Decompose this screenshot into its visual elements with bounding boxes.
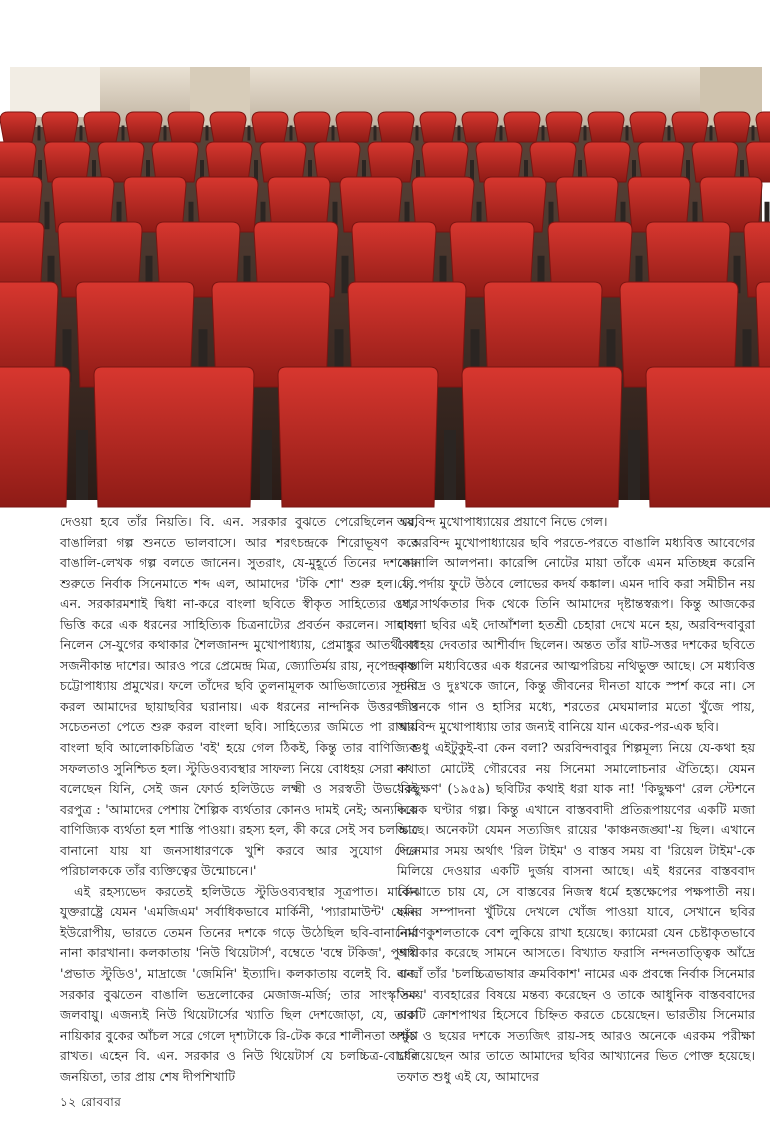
article-paragraph: অরবিন্দ মুখোপাধ্যায়ের প্রয়াণে নিভে গেল। bbox=[397, 514, 608, 529]
seat-back bbox=[278, 367, 438, 507]
seat-armrest bbox=[374, 126, 377, 141]
seat-back bbox=[336, 112, 372, 142]
seat-armrest bbox=[416, 126, 419, 141]
page-number: ১২ bbox=[60, 1095, 77, 1109]
seat-back bbox=[0, 142, 36, 182]
seat-back bbox=[462, 367, 622, 507]
seat-back bbox=[638, 142, 684, 182]
seat-back bbox=[44, 142, 90, 182]
seat-back bbox=[98, 142, 144, 182]
seat-armrest bbox=[206, 126, 209, 141]
seat-back bbox=[126, 112, 162, 142]
seat-armrest bbox=[254, 160, 258, 180]
seat-armrest bbox=[500, 126, 503, 141]
seat-armrest bbox=[332, 126, 335, 141]
seat-armrest bbox=[38, 160, 42, 180]
seat-back bbox=[646, 367, 770, 507]
seat-back bbox=[746, 142, 770, 182]
seat-back bbox=[692, 142, 738, 182]
seat-armrest bbox=[584, 126, 587, 141]
seat-back bbox=[672, 112, 708, 142]
seat-armrest bbox=[260, 430, 272, 500]
seat-back bbox=[42, 112, 78, 142]
article-paragraph: এই রহস্যভেদ করতেই হলিউডে স্টুডিওব্যবস্থার সূত্রপাত। মার্কিন যুক্তরাষ্ট্রে যেমন 'এমজিএম' সর্বাধিকভাবে মার্কিনী, 'প্যারামাউন্ট' যেমন ইউরোপীয়, ভারতে তেমন তিনের দশকে গড়ে উঠেছিল ছবি-বানানোর নানা কারখানা। কলকাতায় 'নিউ থিয়েটার্স', বম্বেতে 'বম্বে টকিজ', পুণায় 'প্রভাত স্টুডিও', মাদ্রাজে 'জেমিনি' ইত্যাদি। কলকাতায় বলেই বি. এন. সরকার বুঝতেন বাঙালি ভদ্রলোকের মেজাজ-মর্জি; তার সাংস্কৃতিক জলবায়ু। এজন্যই নিউ থিয়েটার্সের খ্যাতি ছিল দেশজোড়া, যে, তারা নায়িকার বুকের আঁচল সরে গেলে দৃশ্যটাকে রি-টেক করে শালীনতা অক্ষুণ্ণ রাখত। এহেন বি. এন. সরকার ও নিউ থিয়েটার্স যে চলচ্চিত্র-বোধের জনয়িতা, তার প্রায় শেষ দীপশিখাটি bbox=[60, 883, 418, 1084]
seat-back bbox=[368, 142, 414, 182]
seat-back bbox=[294, 112, 330, 142]
magazine-name: রোববার bbox=[80, 1095, 122, 1109]
seat-back bbox=[476, 142, 522, 182]
seat-armrest bbox=[626, 126, 629, 141]
seat-armrest bbox=[248, 126, 251, 141]
seat-armrest bbox=[290, 126, 293, 141]
seat-back bbox=[252, 112, 288, 142]
seat-back bbox=[0, 367, 70, 507]
page-footer bbox=[60, 1094, 121, 1114]
article-paragraph: অরবিন্দ মুখোপাধ্যায়ের ছবি পরতে-পরতে বাঙালি মধ্যবিত্ত আবেগের সোনালি আলপনা। কারেন্সি নোটের মায়া তাঁকে এমন মতিচ্ছন্ন করেনি যে, পর্দায় ফুটে উঠবে লোভের কদর্য কঙ্কাল। এমন দাবি করা সমীচীন নয় যে, সার্থকতার দিক থেকে তিনি আমাদের দৃষ্টান্তস্বরূপ। কিন্তু আজকের বাংলা ছবির এই দোআঁশলা হতশ্রী চেহারা দেখে মনে হয়, অরবিন্দবাবুরা বোধহয় দেবতার আশীর্বাদ ছিলেন। অন্তত তাঁর ষাট-সত্তর দশকের ছবিতে বাঙালি মধ্যবিত্তের এক ধরনের আত্মপরিচয় নথিভুক্ত আছে। সে মধ্যবিত্ত দারিদ্র ও দুঃখকে জানে, কিন্তু জীবনের দীনতা যাকে স্পর্শ করে না। সে জীবনকে গান ও হাসির মধ্যে, শরতের মেঘমালার মতো খুঁজে পায়, অরবিন্দ মুখোপাধ্যায় তার জন্যই বানিয়ে যান একের-পর-এক ছবি। bbox=[397, 534, 755, 735]
seat-armrest bbox=[686, 160, 690, 180]
article-column-left bbox=[60, 512, 418, 1084]
seat-armrest bbox=[752, 126, 755, 141]
seat-back bbox=[420, 112, 456, 142]
seat-back bbox=[588, 112, 624, 142]
seat-back bbox=[546, 112, 582, 142]
seat-armrest bbox=[38, 126, 41, 141]
seat-back bbox=[314, 142, 360, 182]
seat-back bbox=[378, 112, 414, 142]
seat-back bbox=[152, 142, 198, 182]
seat-back bbox=[168, 112, 204, 142]
seat-back bbox=[210, 112, 246, 142]
seat-back bbox=[422, 142, 468, 182]
seat-back bbox=[530, 142, 576, 182]
seat-armrest bbox=[710, 126, 713, 141]
seat-back bbox=[504, 112, 540, 142]
seat-armrest bbox=[668, 126, 671, 141]
article-column-right bbox=[397, 512, 755, 1084]
seat-back bbox=[84, 112, 120, 142]
seat-back bbox=[206, 142, 252, 182]
seat-armrest bbox=[164, 126, 167, 141]
seat-armrest bbox=[122, 126, 125, 141]
seat-back bbox=[0, 112, 36, 142]
seat-armrest bbox=[342, 256, 349, 294]
article-paragraph: দেওয়া হবে তাঁর নিয়তি। বি. এন. সরকার বুঝতে পেরেছিলেন যে, বাঙালিরা গল্প শুনতে ভালবাসে। আর শরৎচন্দ্রকে শিরোভূষণ করে বাঙালি-লেখক গল্প বলতে জানেন। সুতরাং, যে-মুহূর্তে তিনের দশকের শুরুতে নির্বাক সিনেমাতে শব্দ এল, আমাদের 'টকি শো' শুরু হল। বি. এন. সরকারমশাই দ্বিধা না-করে বাংলা ছবিতে স্বীকৃত সাহিত্যের ওপর ভিত্তি করে এক ধরনের সাহিত্যিক চিত্রনাট্যের প্রবর্তন করলেন। সাহায্য নিলেন সে-যুগের কথাকার শৈলজানন্দ মুখোপাধ্যায়, প্রেমাঙ্কুর আতর্থী বা সজনীকান্ত দাশের। আরও পরে প্রেমেন্দ্র মিত্র, জ্যোতির্ময় রায়, নৃপেন্দ্রকৃষ্ণ চট্টোপাধ্যায় প্রমুখের। ফলে তাঁদের ছবি তুলনামূলক আভিজাত্যের সূচনা করল আমাদের ছায়াছবির ঘরানায়। এক ধরনের নান্দনিক উত্তরণ ও সচেতনতা পেতে শুরু করল বাংলা ছবি। সাহিত্যের জমিতে পা রাখায় বাংলা ছবি আলোকচিত্রিত 'বই' হয়ে গেল ঠিকই, কিন্তু তার বাণিজ্যিক সফলতাও সুনিশ্চিত হল। স্টুডিওব্যবস্থার সাফল্য নিয়ে বোধহয় সেরা কথা বলেছেন যিনি, সেই জন ফোর্ড হলিউডে লক্ষ্মী ও সরস্বতী উভয়েরই বরপুত্র : 'আমাদের পেশায় শৈল্পিক ব্যর্থতার কোনও দামই নেই; অন্যদিকে বাণিজ্যিক ব্যর্থতা হল শাস্তি পাওয়া। রহস্য হল, কী করে সেই সব চলচ্চিত্র বানানো যায় যা জনসাধারণকে খুশি করবে আর সুযোগ দেবে পরিচালককে তাঁর ব্যক্তিত্বের উন্মোচনে।' bbox=[60, 514, 418, 879]
seat-back bbox=[462, 112, 498, 142]
cinema-seats-illustration bbox=[10, 67, 762, 500]
seat-armrest bbox=[470, 160, 474, 180]
seat-back bbox=[260, 142, 306, 182]
cinema-seats-photo bbox=[10, 67, 762, 500]
seat-back bbox=[584, 142, 630, 182]
seat-armrest bbox=[458, 126, 461, 141]
seat-armrest bbox=[628, 430, 640, 500]
seat-back bbox=[94, 367, 254, 507]
article-paragraph: শুধু এইটুকুই-বা কেন বলা? অরবিন্দবাবুর শিল্পমূল্য নিয়ে যে-কথা হয় না তা মোটেই গৌরবের নয় সিনেমা সমালোচনার ঐতিহ্যে। যেমন 'কিছুক্ষণ' (১৯৫৯) ছবিটির কথাই ধরা যাক না! 'কিছুক্ষণ' রেল স্টেশনে কয়েক ঘণ্টার গল্প। কিন্তু এখানে বাস্তববাদী প্রতিরূপায়ণের একটি মজা আছে। অনেকটা যেমন সত্যজিৎ রায়ের 'কাঞ্চনজঙ্ঘা'-য় ছিল। এখানে সিনেমার সময় অর্থাৎ 'রিল টাইম' ও বাস্তব সময় বা 'রিয়েল টাইম'-কে মিলিয়ে দেওয়ার একটি দুর্জয় বাসনা আছে। এই ধরনের বাস্তববাদ বোঝাতে চায় যে, সে বাস্তবের নিজস্ব ধর্মে হস্তক্ষেপের পক্ষপাতী নয়। ছবির সম্পাদনা খুঁটিয়ে দেখলে খোঁজ পাওয়া যাবে, সেখানে ছবির নির্মাণকুশলতাকে বেশ লুকিয়ে রাখা হয়েছে। ক্যামেরা যেন চেষ্টাকৃতভাবে অস্বীকার করেছে সামনে আসতে। বিখ্যাত ফরাসি নন্দনতাত্ত্বিক আঁদ্রে বাজাঁ তাঁর 'চলচ্চিত্রভাষার ক্রমবিকাশ' নামের এক প্রবন্ধে নির্বাক সিনেমার 'সময়' ব্যবহারের বিষয়ে মন্তব্য করেছেন ও তাকে আধুনিক বাস্তববাদের একটি ক্রোশপাথর হিসেবে চিহ্নিত করতে চেয়েছেন। ভারতীয় সিনেমার পাঁচ ও ছয়ের দশকে সত্যজিৎ রায়-সহ আরও অনেকে এরকম পরীক্ষা চালিয়েছেন আর তাতে আমাদের ছবির আখ্যানের ভিত পোক্ত হয়েছে। তফাত শুধু এই যে, আমাদের bbox=[397, 740, 755, 1084]
seat-back bbox=[630, 112, 666, 142]
seat-armrest bbox=[76, 430, 88, 500]
seat-armrest bbox=[80, 126, 83, 141]
seat-armrest bbox=[444, 430, 456, 500]
seat-back bbox=[714, 112, 750, 142]
seat-armrest bbox=[45, 202, 50, 230]
seat-armrest bbox=[542, 126, 545, 141]
